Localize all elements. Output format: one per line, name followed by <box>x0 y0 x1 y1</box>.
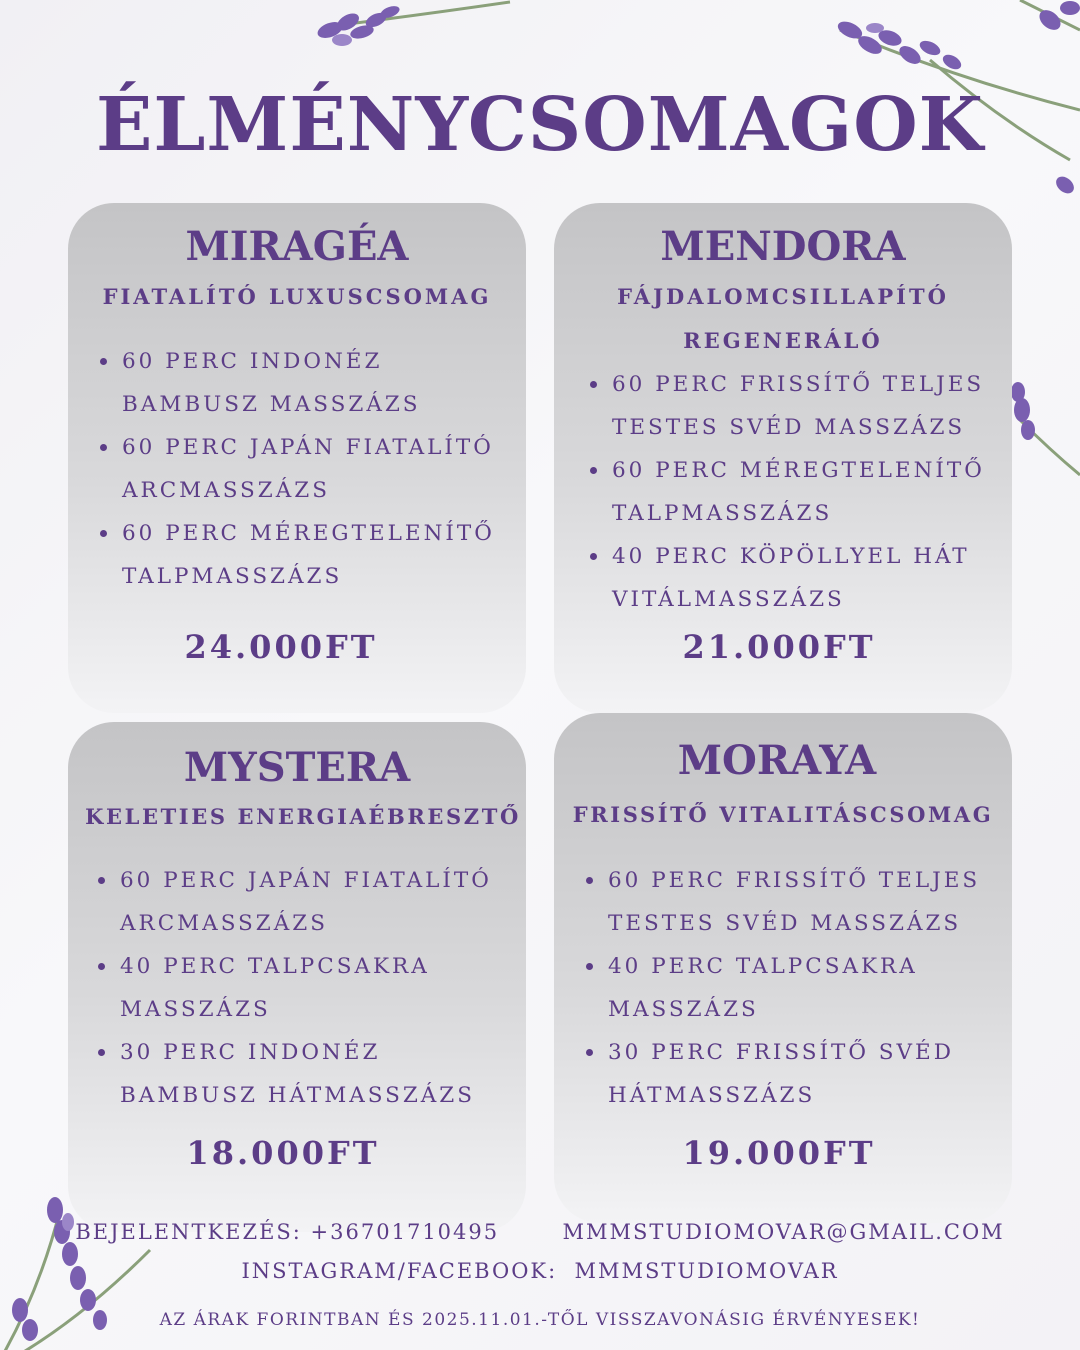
list-item: 40 PERC TALPCSAKRA MASSZÁZS <box>94 945 492 1031</box>
package-card-mendora <box>554 203 1012 713</box>
package-subtitle: FÁJDALOMCSILLAPÍTÓ REGENERÁLÓ <box>617 284 949 353</box>
price-validity-note: AZ ÁRAK FORINTBAN ÉS 2025.11.01.-TŐL VISSZAVONÁSIG ÉRVÉNYESEK! <box>159 1310 921 1330</box>
page-title: ÉLMÉNYCSOMAGOK <box>95 82 985 168</box>
package-item-list <box>94 859 492 1117</box>
package-subtitle: FRISSÍTŐ VITALITÁSCSOMAG <box>572 802 994 827</box>
list-item: 40 PERC TALPCSAKRA MASSZÁZS <box>582 945 980 1031</box>
booking-phone[interactable]: BEJELENTKEZÉS: +36701710495 <box>75 1220 500 1244</box>
list-item: 60 PERC FRISSÍTŐ TELJES TESTES SVÉD MASSZÁZS <box>582 859 980 945</box>
list-item: 60 PERC MÉREGTELENÍTŐ TALPMASSZÁZS <box>96 512 495 598</box>
list-item: 60 PERC INDONÉZ BAMBUSZ MASSZÁZS <box>96 340 495 426</box>
list-item: 60 PERC FRISSÍTŐ TELJES TESTES SVÉD MASSZÁZS <box>586 363 985 449</box>
list-item: 60 PERC JAPÁN FIATALÍTÓ ARCMASSZÁZS <box>94 859 492 945</box>
contact-line <box>0 1220 1080 1244</box>
list-item: 30 PERC INDONÉZ BAMBUSZ HÁTMASSZÁZS <box>94 1031 492 1117</box>
package-item-list <box>586 363 985 621</box>
package-name: MYSTERA <box>183 744 411 791</box>
list-item: 30 PERC FRISSÍTŐ SVÉD HÁTMASSZÁZS <box>582 1031 980 1117</box>
lavender-sprig-right <box>1000 330 1080 480</box>
package-price: 18.000FT <box>186 1134 380 1172</box>
package-name: MORAYA <box>677 737 877 784</box>
package-item-list <box>96 340 495 598</box>
contact-email[interactable]: MMMSTUDIOMOVAR@GMAIL.COM <box>562 1220 1005 1244</box>
package-subtitle: KELETIES ENERGIAÉBRESZTŐ <box>85 804 521 829</box>
package-price: 19.000FT <box>682 1134 876 1172</box>
package-subtitle: FIATALÍTÓ LUXUSCSOMAG <box>102 284 492 309</box>
package-card-mystera <box>68 722 526 1232</box>
package-price: 24.000FT <box>184 628 378 666</box>
package-name: MIRAGÉA <box>185 223 409 270</box>
list-item: 60 PERC MÉREGTELENÍTŐ TALPMASSZÁZS <box>586 449 985 535</box>
package-card-miragea <box>68 203 526 713</box>
package-card-moraya <box>554 713 1012 1223</box>
package-item-list <box>582 859 980 1117</box>
package-name: MENDORA <box>660 223 906 270</box>
package-price: 21.000FT <box>682 628 876 666</box>
list-item: 40 PERC KÖPÖLLYEL HÁT VITÁLMASSZÁZS <box>586 535 985 621</box>
social-line: INSTAGRAM/FACEBOOK: MMMSTUDIOMOVAR <box>241 1259 839 1283</box>
list-item: 60 PERC JAPÁN FIATALÍTÓ ARCMASSZÁZS <box>96 426 495 512</box>
lavender-sprig-top-left <box>300 0 520 60</box>
